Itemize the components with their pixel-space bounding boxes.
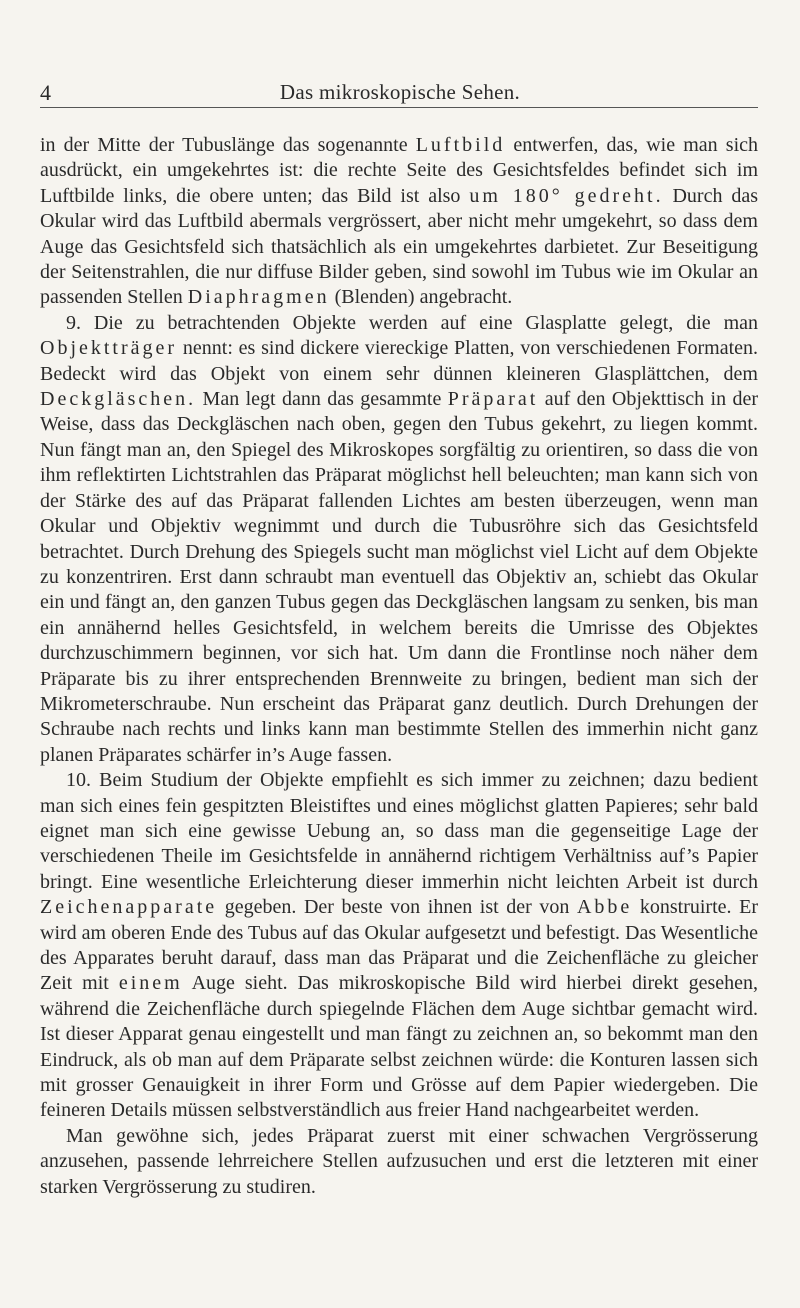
text-run: nennt: es sind dickere viereckige Platten, von verschiedenen Formaten. Bedeckt wird das Objekt von einem sehr dünnen kleineren Glasplättchen, dem (40, 337, 758, 385)
paragraph (40, 311, 758, 768)
emphasized-term: einem (118, 972, 183, 995)
header-rule (40, 107, 758, 108)
text-run: (Blenden) angebracht. (329, 286, 513, 309)
running-head: Das mikroskopische Sehen. (279, 80, 521, 104)
emphasized-term: Objektträger (40, 337, 178, 360)
text-run: 10. Beim Studium der Objekte empfiehlt es sich immer zu zeichnen; dazu bedient man sich eines fein gespitzten Bleistiftes und eines möglichst glatten Papieres; sehr bald eignet man sich eine gewisse Uebung an, so dass man die gegenseitige Lage der verschiedenen Theile im Gesichtsfelde in annähernd richtigem Verhältniss auf’s Papier bringt. Eine wesentliche Erleichterung dieser immerhin nicht leichten Arbeit ist durch (40, 769, 758, 893)
text-run: 9. Die zu betrachtenden Objekte werden auf eine Glasplatte gelegt, die man (66, 311, 758, 334)
emphasized-term: Abbe (576, 896, 633, 919)
text-run: Man gewöhne sich, jedes Präparat zuerst mit einer schwachen Vergrösserung anzusehen, passende lehrreichere Stellen aufzusuchen und erst die letzteren mit einer starken Vergrösserung zu studiren. (40, 1124, 758, 1198)
paragraph (40, 768, 758, 1124)
page-number: 4 (40, 80, 51, 105)
text-run: in der Mitte der Tubuslänge das sogenannte (40, 134, 416, 156)
emphasized-term: Deckgläschen. (40, 388, 197, 411)
text-run: konstruirte. Er wird am oberen Ende des Tubus auf das Okular aufgesetzt und befestigt. Das Wesentliche des Apparates beruht darauf, dass man das Präparat und die Zeichenfläche zu gleicher Zeit mit (40, 896, 758, 995)
emphasized-term: Präparat (447, 388, 539, 411)
text-run: Man legt dann das gesammte (196, 388, 448, 411)
text-run: auf den Objekttisch in der Weise, dass das Deckgläschen nach oben, gegen den Tubus gekehrt, zu liegen kommt. Nun fängt man an, den Spiegel des Mikroskopes sorgfältig zu orientiren, so dass die von ihm reflektirten Lichtstrahlen das Präparat möglichst hell beleuchten; man kann sich von der Stärke des auf das Präparat fallenden Lichtes am besten überzeugen, wenn man Okular und Objektiv wegnimmt und durch die Tubusröhre sich das Gesichtsfeld betrachtet. Durch Drehung des Spiegels sucht man möglichst viel Licht auf dem Objekte zu konzentriren. Erst dann schraubt man eventuell das Objektiv an, schiebt das Okular ein und fängt an, den ganzen Tubus gegen das Deckgläschen langsam zu senken, bis man ein annähernd helles Gesichtsfeld, in welchem bereits die Umrisse des Objektes durchzuschimmern beginnen, vor sich hat. Um dann die Frontlinse noch näher dem Präparate bis zu ihrer entsprechenden Brennweite zu bringen, bedient man sich der Mikrometerschraube. Nun erscheint das Präparat ganz deutlich. Durch Drehungen der Schraube nach rechts und links kann man bestimmte Stellen des immerhin nicht ganz planen Präparates schärfer in’s Auge fassen. (40, 388, 758, 766)
emphasized-term: Diaphragmen (187, 286, 330, 309)
emphasized-term: Luftbild (415, 134, 506, 156)
body-text (40, 133, 758, 1200)
paragraph (40, 1124, 758, 1200)
paragraph (40, 133, 758, 311)
text-run: entwerfen, das, wie man sich ausdrückt, ein umgekehrtes ist: die rechte Seite des Gesichtsfeldes befindet sich im Luftbilde links, die obere unten; das Bild ist also (40, 134, 759, 207)
text-run: Durch das Okular wird das Luftbild abermals vergrössert, aber nicht mehr umgekehrt, so dass dem Auge das Gesichtsfeld sich thatsächlich als ein umgekehrtes darbietet. Zur Beseitigung der Seitenstrahlen, die nur diffuse Bilder geben, sind sowohl im Tubus wie im Okular an passenden Stellen (40, 184, 759, 309)
page-header (0, 0, 800, 120)
text-run: gegeben. Der beste von ihnen ist der von (217, 896, 577, 919)
text-run: Auge sieht. Das mikroskopische Bild wird hierbei direkt gesehen, während die Zeichenfläche durch spiegelnde Flächen dem Auge sichtbar gemacht wird. Ist dieser Apparat genau eingestellt und man fängt zu zeichnen an, so bekommt man den Eindruck, als ob man auf dem Präparate selbst zeichnen würde: die Konturen lassen sich mit grosser Genauigkeit in ihrer Form und Grösse auf dem Papier wiedergeben. Die feineren Details müssen selbstverständlich aus freier Hand nachgearbeitet werden. (40, 972, 758, 1122)
emphasized-term: um 180° gedreht. (469, 184, 664, 207)
emphasized-term: Zeichenapparate (40, 896, 218, 919)
